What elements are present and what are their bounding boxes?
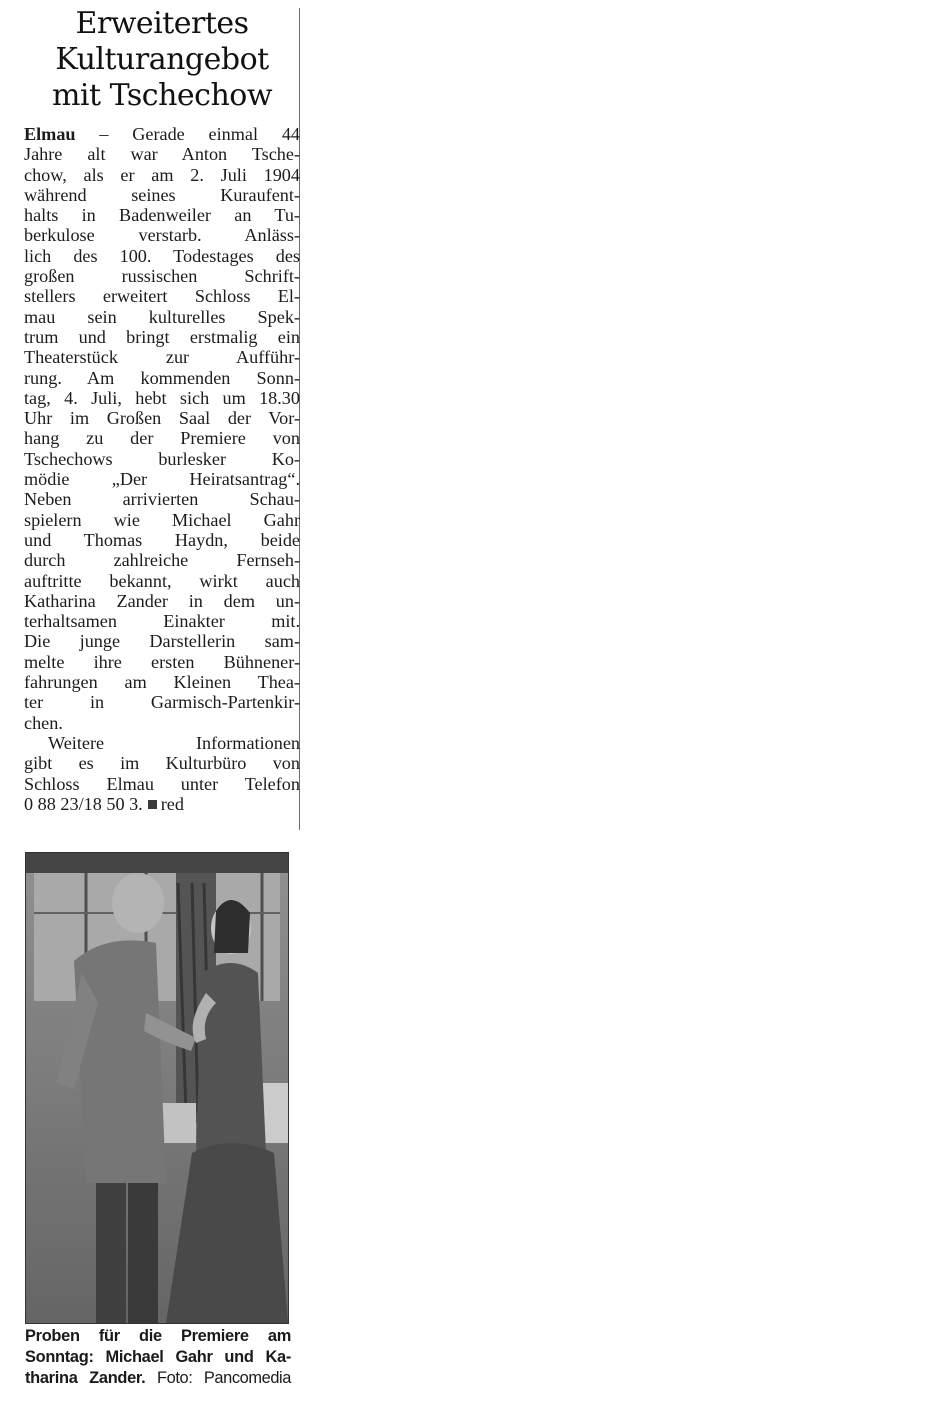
- headline-line: mit Tschechow: [51, 78, 273, 113]
- rehearsal-photo-illustration: [26, 853, 288, 1323]
- body-line: großen russischen Schrift-: [24, 266, 300, 287]
- body-line: auftritte bekannt, wirkt auch: [24, 570, 300, 591]
- body-line-text: Gerade einmal 44: [132, 124, 300, 144]
- body-line: Uhr im Großen Saal der Vor-: [24, 408, 300, 429]
- body-line: Elmau – Gerade einmal 44: [24, 124, 300, 144]
- headline-line: Kulturangebot: [55, 42, 269, 77]
- info-line: [24, 794, 300, 814]
- caption-line: Sonntag: Michael Gahr und Ka-: [25, 1348, 291, 1366]
- caption-line-text: tharina Zander.: [25, 1369, 146, 1387]
- body-line: mödie „Der Heiratsantrag“.: [24, 469, 300, 490]
- body-line: spielern wie Michael Gahr: [24, 509, 300, 530]
- phone-number: 0 88 23/18 50 3.: [24, 793, 143, 814]
- body-line: Neben arrivierten Schau-: [24, 489, 300, 510]
- headline-line: Erweitertes: [75, 6, 249, 41]
- body-line: fahrungen am Kleinen Thea-: [24, 672, 300, 693]
- body-line: ter in Garmisch-Partenkir-: [24, 692, 300, 713]
- newspaper-clipping: [24, 6, 300, 814]
- body-line: Tschechows burlesker Ko-: [24, 448, 300, 469]
- info-line: Weitere Informationen: [48, 732, 300, 753]
- body-line: stellers erweitert Schloss El-: [24, 286, 300, 307]
- caption-line: [25, 1368, 291, 1389]
- body-line: mau sein kulturelles Spek-: [24, 306, 300, 327]
- body-line: berkulose verstarb. Anläss-: [24, 225, 300, 246]
- body-line: chen.: [24, 712, 63, 733]
- dateline: Elmau: [24, 124, 76, 144]
- body-line: trum und bringt erstmalig ein: [24, 326, 300, 347]
- info-line: Schloss Elmau unter Telefon: [24, 773, 300, 794]
- body-line: melte ihre ersten Bühnener-: [24, 651, 300, 672]
- body-line: lich des 100. Todestages des: [24, 245, 300, 266]
- headline: [24, 6, 300, 114]
- press-photo: [25, 852, 289, 1324]
- body-line: Katharina Zander in dem un-: [24, 590, 300, 611]
- body-line: Theaterstück zur Aufführ-: [24, 347, 300, 368]
- end-mark-icon: [148, 800, 157, 809]
- body-line: halts in Badenweiler an Tu-: [24, 205, 300, 226]
- caption-line: Proben für die Premiere am: [25, 1327, 291, 1345]
- body-line: terhaltsamen Einakter mit.: [24, 611, 300, 632]
- author-sign-off: red: [160, 793, 184, 814]
- body-line: Jahre alt war Anton Tsche-: [24, 144, 300, 165]
- body-line: und Thomas Haydn, beide: [24, 529, 300, 550]
- body-line: während seines Kuraufent-: [24, 184, 300, 205]
- body-line: Die junge Darstellerin sam-: [24, 631, 300, 652]
- body-line: tag, 4. Juli, hebt sich um 18.30: [24, 387, 300, 408]
- body-line: chow, als er am 2. Juli 1904: [24, 164, 300, 185]
- body-line: durch zahlreiche Fernseh-: [24, 550, 300, 571]
- photo-caption: [25, 1326, 291, 1389]
- article-body: [24, 124, 300, 814]
- body-line: hang zu der Premiere von: [24, 428, 300, 449]
- body-line: rung. Am kommenden Sonn-: [24, 367, 300, 388]
- photo-credit: Foto: Pancomedia: [157, 1369, 291, 1387]
- info-line: gibt es im Kulturbüro von: [24, 753, 300, 774]
